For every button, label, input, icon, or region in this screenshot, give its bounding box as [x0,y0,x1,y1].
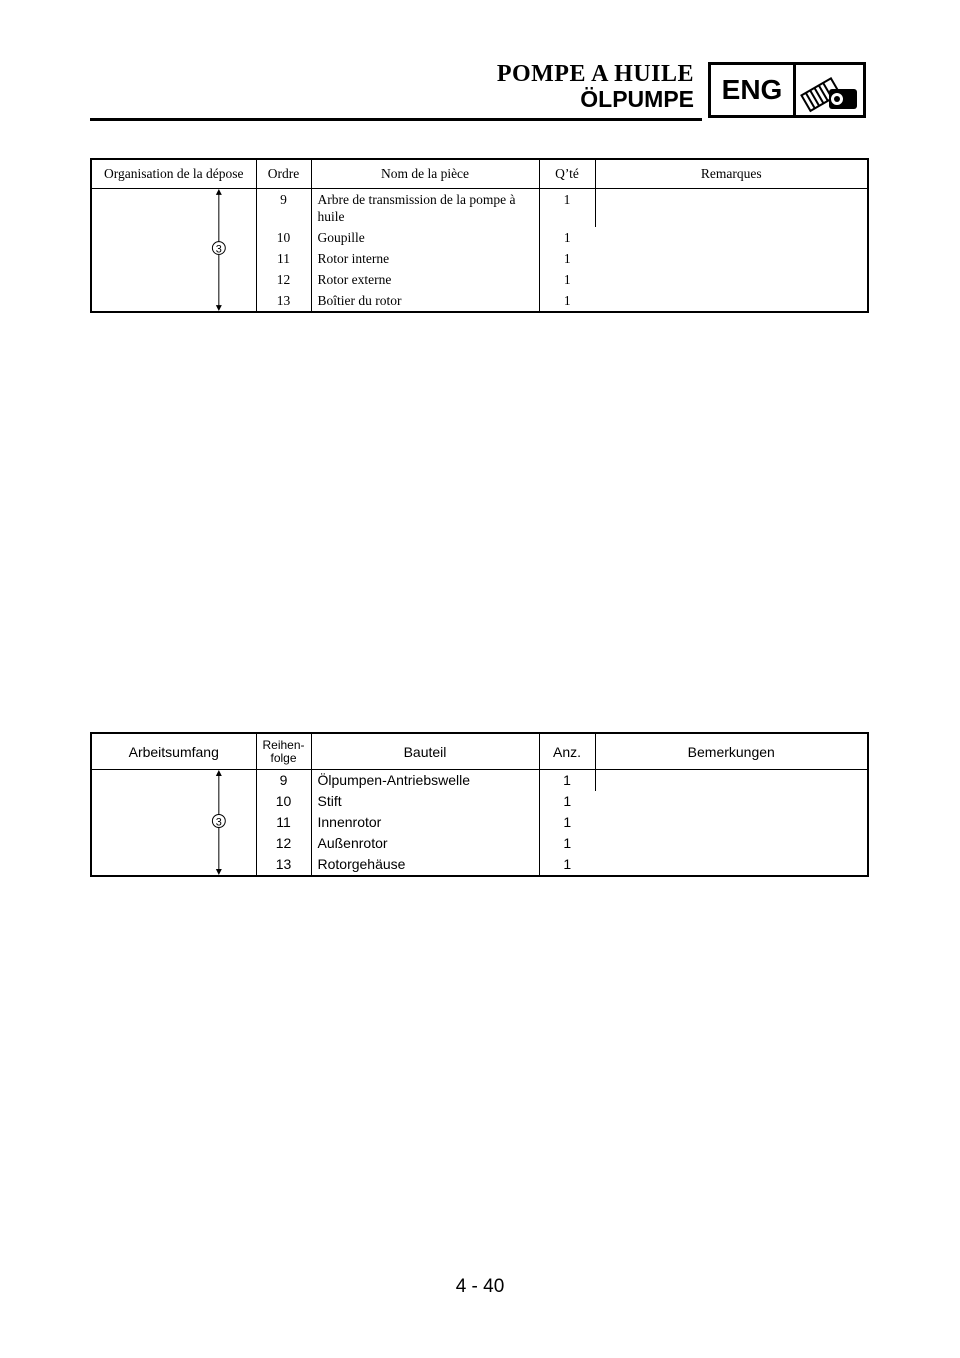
scope-cell [91,770,256,877]
qty-cell: 1 [563,230,571,245]
column-header-order-line2: folge [270,750,297,765]
order-cell: 9 [256,770,311,792]
page-title-de: ÖLPUMPE [580,86,694,112]
qty-cell: 1 [563,251,571,266]
qty-cell: 1 [563,272,571,287]
scope-label: 3 [215,816,222,829]
qty-cell: 1 [563,793,572,809]
column-header-qty: Anz. [539,733,595,770]
order-cell: 10 [256,791,311,812]
column-header-order-line1: Reihen- [262,737,305,752]
order-cell: 10 [256,227,311,248]
part-name-cell: Rotorgehäuse [311,854,539,876]
part-name-cell: Arbre de transmission de la pompe à huile [311,189,539,228]
scope-label: 3 [215,243,222,256]
part-name-cell: Stift [311,791,539,812]
page-number: 4 - 40 [455,1276,505,1297]
scope-range-marker [92,189,256,311]
order-cell: 12 [256,833,311,854]
column-header-scope: Arbeitsumfang [91,733,256,770]
section-badge [708,62,866,118]
part-name-cell: Rotor externe [311,269,539,290]
column-header-qty: Q’té [539,159,595,189]
engine-icon [796,65,863,115]
order-cell: 9 [256,189,311,228]
order-cell: 12 [256,269,311,290]
qty-cell: 1 [563,856,572,872]
section-badge-label: ENG [711,65,796,115]
scope-cell [91,189,256,313]
scope-range-marker [92,770,256,875]
header-rule [90,118,702,121]
part-name-cell: Ölpumpen-Antriebswelle [311,770,539,792]
column-header-scope: Organisation de la dépose [91,159,256,189]
column-header-part: Bauteil [311,733,539,770]
qty-cell: 1 [563,835,572,851]
table-row [91,770,868,792]
column-header-order: Ordre [256,159,311,189]
order-cell: 11 [256,248,311,269]
column-header-order [256,733,311,770]
column-header-remarks: Remarques [595,159,868,189]
part-name-cell: Rotor interne [311,248,539,269]
qty-cell: 1 [539,189,595,228]
table-row [91,189,868,228]
table-header-row [91,159,868,189]
order-cell: 13 [256,854,311,876]
parts-table-de [90,732,869,877]
parts-table-fr [90,158,869,313]
table-header-row [91,733,868,770]
remarks-cell [595,189,868,313]
order-cell: 11 [256,812,311,833]
order-cell: 13 [256,290,311,312]
part-name-cell: Goupille [311,227,539,248]
column-header-remarks: Bemerkungen [595,733,868,770]
qty-cell: 1 [539,770,595,792]
page-title-fr: POMPE A HUILE [496,61,694,87]
qty-cell: 1 [563,814,572,830]
remarks-cell [595,770,868,877]
column-header-part: Nom de la pièce [311,159,539,189]
part-name-cell: Innenrotor [311,812,539,833]
part-name-cell: Außenrotor [311,833,539,854]
part-name-cell: Boîtier du rotor [311,290,539,312]
qty-cell: 1 [563,293,571,308]
